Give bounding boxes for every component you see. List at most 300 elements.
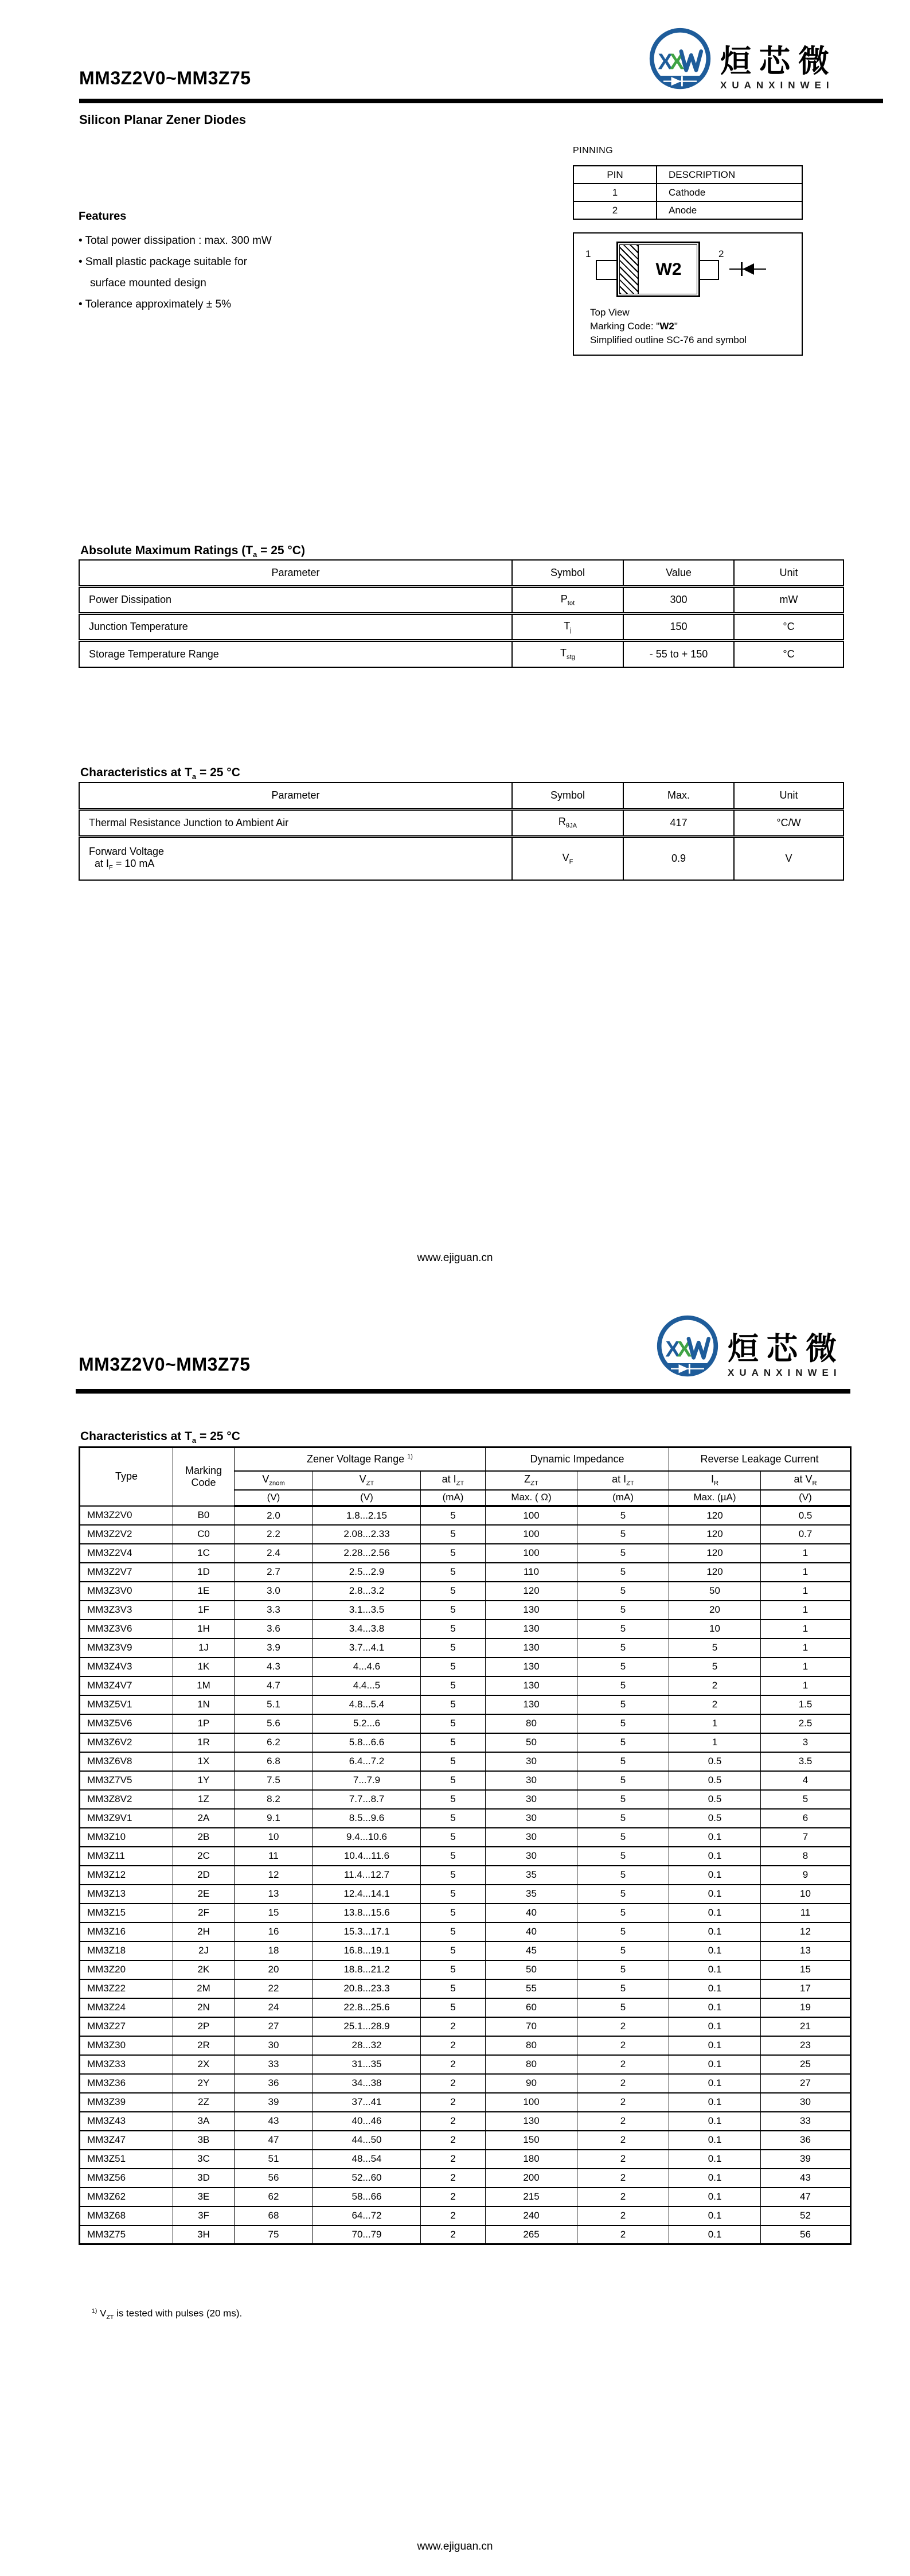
table-cell: 47: [761, 2188, 851, 2207]
table-cell: MM3Z7V5: [80, 1771, 173, 1790]
unit-cell: °C/W: [734, 809, 843, 836]
table-cell: 130: [486, 1601, 577, 1620]
zener-table-row: [80, 1941, 851, 1960]
table-cell: MM3Z20: [80, 1960, 173, 1979]
table-cell: 5: [577, 1657, 669, 1676]
unit-cell: (mA): [421, 1490, 486, 1506]
table-cell: 15: [761, 1960, 851, 1979]
table-cell: 2.0: [235, 1506, 313, 1525]
table-cell: 64...72: [313, 2207, 421, 2225]
table-cell: 1: [761, 1601, 851, 1620]
table-cell: 2D: [173, 1866, 235, 1885]
table-cell: 0.5: [669, 1752, 761, 1771]
table-cell: 18: [235, 1941, 313, 1960]
col-header-type: Type: [80, 1447, 173, 1506]
value-cell: 150: [623, 613, 734, 640]
table-cell: 1K: [173, 1657, 235, 1676]
unit-cell: (V): [313, 1490, 421, 1506]
table-cell: MM3Z8V2: [80, 1790, 173, 1809]
zener-table-row: [80, 1998, 851, 2017]
table-cell: 11.4...12.7: [313, 1866, 421, 1885]
feature-item: • Small plastic package suitable for: [79, 256, 247, 268]
caption-outline: Simplified outline SC-76 and symbol: [590, 334, 747, 345]
unit-cell: (V): [235, 1490, 313, 1506]
table-cell: 0.1: [669, 1960, 761, 1979]
col-header-symbol: Symbol: [512, 783, 623, 809]
table-cell: 70: [486, 2017, 577, 2036]
table-cell: 55: [486, 1979, 577, 1998]
zener-table-row: [80, 1752, 851, 1771]
table-cell: 5: [577, 1809, 669, 1828]
zener-table-row: [80, 1904, 851, 1923]
table-cell: 2J: [173, 1941, 235, 1960]
table-cell: 5: [421, 1714, 486, 1733]
table-cell: 2.2: [235, 1525, 313, 1544]
param-cell: Junction Temperature: [79, 613, 512, 640]
table-cell: 75: [235, 2225, 313, 2244]
table-cell: 0.1: [669, 2036, 761, 2055]
table-cell: 12: [235, 1866, 313, 1885]
table-cell: 1F: [173, 1601, 235, 1620]
zener-table-row: [80, 1733, 851, 1752]
table-cell: 18.8...21.2: [313, 1960, 421, 1979]
table-cell: 2: [421, 2074, 486, 2093]
table-cell: 80: [486, 2055, 577, 2074]
table-cell: 130: [486, 1695, 577, 1714]
table-cell: 5: [421, 1828, 486, 1847]
table-cell: 6.4...7.2: [313, 1752, 421, 1771]
zener-table-row: [80, 2112, 851, 2131]
zener-table-row: [80, 1828, 851, 1847]
table-cell: 2.8...3.2: [313, 1582, 421, 1601]
symbol-cell: $R_{\theta JA}$: [512, 809, 623, 836]
characteristics-table-p1: [79, 782, 844, 881]
table-cell: 7: [761, 1828, 851, 1847]
caption-marking-code: Marking Code: "W2": [590, 321, 678, 332]
table-cell: 0.1: [669, 1847, 761, 1866]
zener-table-row: [80, 1923, 851, 1941]
col-header-vzt: $V_{ZT}$: [313, 1471, 421, 1490]
svg-text:X: X: [658, 49, 673, 75]
table-cell: 23: [761, 2036, 851, 2055]
col-header-unit: Unit: [734, 560, 843, 586]
table-cell: 5: [577, 1866, 669, 1885]
zener-table-row: [80, 1601, 851, 1620]
zener-table-row: [80, 1582, 851, 1601]
zener-table-row: [80, 2225, 851, 2244]
table-cell: MM3Z24: [80, 1998, 173, 2017]
table-cell: 1: [573, 184, 657, 201]
col-header-value: Value: [623, 560, 734, 586]
table-cell: 20: [669, 1601, 761, 1620]
table-cell: 0.1: [669, 2112, 761, 2131]
table-cell: 0.1: [669, 1828, 761, 1847]
table-cell: 43: [761, 2169, 851, 2188]
table-cell: 130: [486, 1657, 577, 1676]
page-title: MM3Z2V0~MM3Z75: [79, 68, 251, 88]
table-cell: 2.5...2.9: [313, 1563, 421, 1582]
table-cell: MM3Z43: [80, 2112, 173, 2131]
zener-table-row: [80, 1563, 851, 1582]
table-group-header-row: [80, 1447, 851, 1471]
col-header-symbol: Symbol: [512, 560, 623, 586]
package-outline-box: [573, 232, 803, 356]
logo-text: [720, 26, 837, 91]
value-cell: 300: [623, 586, 734, 613]
table-cell: MM3Z47: [80, 2131, 173, 2150]
table-cell: 5: [577, 1695, 669, 1714]
table-cell: 30: [486, 1828, 577, 1847]
table-cell: 5: [421, 1639, 486, 1657]
table-cell: 2: [421, 2150, 486, 2169]
package-lead-left: [596, 260, 618, 280]
table-cell: 5: [421, 1544, 486, 1563]
table-cell: 3F: [173, 2207, 235, 2225]
table-cell: 2.08...2.33: [313, 1525, 421, 1544]
table-cell: 5: [421, 1866, 486, 1885]
table-cell: 16: [235, 1923, 313, 1941]
table-cell: 180: [486, 2150, 577, 2169]
table-cell: 31...35: [313, 2055, 421, 2074]
unit-cell: (mA): [577, 1490, 669, 1506]
table-cell: 2.4: [235, 1544, 313, 1563]
table-cell: 4: [761, 1771, 851, 1790]
table-cell: 2B: [173, 1828, 235, 1847]
page-subtitle: Silicon Planar Zener Diodes: [79, 112, 246, 127]
table-cell: 5: [421, 1998, 486, 2017]
unit-cell: (V): [761, 1490, 851, 1506]
table-cell: 5: [577, 1847, 669, 1866]
table-cell: 5: [421, 1733, 486, 1752]
table-cell: 1X: [173, 1752, 235, 1771]
table-cell: 2: [577, 2112, 669, 2131]
table-cell: 2.5: [761, 1714, 851, 1733]
table-cell: MM3Z51: [80, 2150, 173, 2169]
table-cell: C0: [173, 1525, 235, 1544]
table-cell: 2: [577, 2036, 669, 2055]
table-cell: 2: [421, 2131, 486, 2150]
table-cell: MM3Z13: [80, 1885, 173, 1904]
table-cell: 5: [421, 1809, 486, 1828]
table-cell: 70...79: [313, 2225, 421, 2244]
zener-table-row: [80, 1525, 851, 1544]
table-cell: 1.5: [761, 1695, 851, 1714]
table-cell: 2: [669, 1676, 761, 1695]
symbol-cell: $T_{stg}$: [512, 640, 623, 667]
col-header-vznom: $V_{znom}$: [235, 1471, 313, 1490]
table-cell: 5: [577, 1676, 669, 1695]
table-cell: 30: [486, 1752, 577, 1771]
table-cell: 2: [577, 2074, 669, 2093]
table-cell: 7...7.9: [313, 1771, 421, 1790]
table-cell: 5: [761, 1790, 851, 1809]
table-cell: MM3Z5V1: [80, 1695, 173, 1714]
pinning-table: [573, 165, 803, 220]
table-cell: 58...66: [313, 2188, 421, 2207]
unit-cell: mW: [734, 586, 843, 613]
table-cell: 3.4...3.8: [313, 1620, 421, 1639]
table-cell: MM3Z27: [80, 2017, 173, 2036]
zener-table-row: [80, 1544, 851, 1563]
table-cell: 5: [577, 1828, 669, 1847]
table-cell: 7.7...8.7: [313, 1790, 421, 1809]
col-header-ir: $I_R$: [669, 1471, 761, 1490]
table-cell: 2: [669, 1695, 761, 1714]
table-header-row: [79, 560, 843, 586]
table-cell: 25: [761, 2055, 851, 2074]
table-cell: MM3Z6V8: [80, 1752, 173, 1771]
table-cell: 100: [486, 1544, 577, 1563]
table-cell: 5: [577, 1563, 669, 1582]
table-cell: 30: [235, 2036, 313, 2055]
table-row: [79, 809, 843, 836]
table-cell: 56: [235, 2169, 313, 2188]
table-cell: MM3Z30: [80, 2036, 173, 2055]
zener-table-row: [80, 2074, 851, 2093]
table-cell: 1: [761, 1639, 851, 1657]
table-cell: 1H: [173, 1620, 235, 1639]
table-cell: 5: [421, 1790, 486, 1809]
table-cell: 2.28...2.56: [313, 1544, 421, 1563]
feature-item: • Tolerance approximately ± 5%: [79, 298, 231, 310]
table-cell: MM3Z11: [80, 1847, 173, 1866]
table-cell: 2: [421, 2036, 486, 2055]
table-cell: 0.1: [669, 1904, 761, 1923]
table-cell: 3H: [173, 2225, 235, 2244]
zener-table-row: [80, 1866, 851, 1885]
package-body: [616, 242, 700, 297]
max-cell: 417: [623, 809, 734, 836]
table-cell: 2: [421, 2055, 486, 2074]
table-cell: 2M: [173, 1979, 235, 1998]
table-cell: 3.1...3.5: [313, 1601, 421, 1620]
zener-table-row: [80, 2093, 851, 2112]
table-cell: MM3Z4V7: [80, 1676, 173, 1695]
table-cell: 3: [761, 1733, 851, 1752]
table-cell: 5: [577, 1620, 669, 1639]
table-cell: 5: [421, 1941, 486, 1960]
table-cell: 2: [421, 2188, 486, 2207]
col-header-at-vr: at $V_R$: [761, 1471, 851, 1490]
table-cell: MM3Z62: [80, 2188, 173, 2207]
zener-table-row: [80, 1790, 851, 1809]
zener-table-row: [80, 1676, 851, 1695]
table-cell: 48...54: [313, 2150, 421, 2169]
zener-table-row: [80, 1809, 851, 1828]
table-cell: 2: [577, 2093, 669, 2112]
table-cell: 33: [761, 2112, 851, 2131]
table-cell: 35: [486, 1885, 577, 1904]
table-cell: 22: [235, 1979, 313, 1998]
amr-table: [79, 559, 844, 668]
unit-cell: °C: [734, 613, 843, 640]
table-cell: MM3Z3V9: [80, 1639, 173, 1657]
table-cell: B0: [173, 1506, 235, 1525]
zener-table-row: [80, 1657, 851, 1676]
table-cell: 5: [577, 1941, 669, 1960]
table-cell: 5.2...6: [313, 1714, 421, 1733]
logo-latin-name: XUANXINWEI: [728, 1367, 842, 1378]
table-cell: 5: [421, 1601, 486, 1620]
table-cell: 200: [486, 2169, 577, 2188]
table-cell: 3A: [173, 2112, 235, 2131]
table-cell: 0.1: [669, 2055, 761, 2074]
table-cell: 11: [235, 1847, 313, 1866]
feature-item: • Total power dissipation : max. 300 mW: [79, 235, 272, 247]
char2-heading: Characteristics at $T_a = 25$ °C: [80, 1430, 240, 1445]
table-cell: 24: [235, 1998, 313, 2017]
table-cell: 0.1: [669, 1923, 761, 1941]
table-cell: 20.8...23.3: [313, 1979, 421, 1998]
footer-url: www.ejiguan.cn: [417, 1252, 493, 1264]
table-cell: 21: [761, 2017, 851, 2036]
company-logo: [647, 26, 837, 93]
table-cell: 40: [486, 1923, 577, 1941]
zener-table-row: [80, 2169, 851, 2188]
table-cell: 9.4...10.6: [313, 1828, 421, 1847]
table-cell: 240: [486, 2207, 577, 2225]
table-cell: 15.3...17.1: [313, 1923, 421, 1941]
table-cell: 10: [235, 1828, 313, 1847]
symbol-cell: $P_{tot}$: [512, 586, 623, 613]
table-cell: 13: [761, 1941, 851, 1960]
table-cell: 39: [761, 2150, 851, 2169]
table-cell: 1Z: [173, 1790, 235, 1809]
table-cell: 13: [235, 1885, 313, 1904]
unit-cell: V: [734, 836, 843, 880]
table-cell: 5: [421, 1525, 486, 1544]
table-cell: 1: [669, 1733, 761, 1752]
table-cell: 2: [577, 2017, 669, 2036]
col-header-description: DESCRIPTION: [657, 166, 802, 184]
table-cell: 5: [577, 1790, 669, 1809]
table-cell: 265: [486, 2225, 577, 2244]
table-cell: 5: [577, 1506, 669, 1525]
zener-table-row: [80, 1506, 851, 1525]
table-cell: 150: [486, 2131, 577, 2150]
table-cell: 19: [761, 1998, 851, 2017]
table-cell: 2A: [173, 1809, 235, 1828]
zener-characteristics-table: [79, 1446, 852, 2245]
table-cell: 10: [761, 1885, 851, 1904]
company-logo: [654, 1314, 845, 1380]
table-cell: 30: [486, 1847, 577, 1866]
param-cell: Forward Voltage at $I_F = 10$ mA: [79, 836, 512, 880]
table-cell: 0.1: [669, 2207, 761, 2225]
table-cell: 6.8: [235, 1752, 313, 1771]
table-cell: MM3Z10: [80, 1828, 173, 1847]
table-cell: 15: [235, 1904, 313, 1923]
logo-chinese-name: 烜芯微: [720, 44, 837, 79]
max-cell: 0.9: [623, 836, 734, 880]
table-cell: MM3Z33: [80, 2055, 173, 2074]
table-cell: 0.5: [761, 1506, 851, 1525]
cathode-hatch-band: [620, 245, 639, 294]
table-cell: 130: [486, 2112, 577, 2131]
table-cell: 1C: [173, 1544, 235, 1563]
zener-table-row: [80, 2131, 851, 2150]
table-cell: 30: [486, 1790, 577, 1809]
table-cell: Anode: [657, 201, 802, 219]
char1-heading: Characteristics at $T_a = 25$ °C: [80, 766, 240, 781]
table-cell: 0.1: [669, 2150, 761, 2169]
table-cell: 2: [577, 2207, 669, 2225]
table-cell: 5: [421, 1695, 486, 1714]
features-list: [79, 230, 272, 315]
table-cell: 52...60: [313, 2169, 421, 2188]
table-cell: 0.1: [669, 2169, 761, 2188]
table-header-row: [573, 166, 802, 184]
pin-row: [573, 184, 802, 201]
table-cell: 43: [235, 2112, 313, 2131]
zener-table-row: [80, 2036, 851, 2055]
table-cell: 1: [761, 1676, 851, 1695]
table-cell: 120: [669, 1544, 761, 1563]
table-cell: 80: [486, 2036, 577, 2055]
table-cell: 5: [577, 1923, 669, 1941]
zener-table-row: [80, 1620, 851, 1639]
table-cell: 34...38: [313, 2074, 421, 2093]
table-cell: 1J: [173, 1639, 235, 1657]
table-cell: 2: [577, 2188, 669, 2207]
table-cell: 5: [421, 1960, 486, 1979]
table-row: [79, 613, 843, 640]
table-cell: 0.1: [669, 1979, 761, 1998]
zener-table-row: [80, 2150, 851, 2169]
table-cell: 10.4...11.6: [313, 1847, 421, 1866]
table-cell: 130: [486, 1676, 577, 1695]
diode-symbol-icon: [729, 262, 766, 277]
table-cell: 1E: [173, 1582, 235, 1601]
table-cell: 2: [577, 2150, 669, 2169]
divider-rule: [76, 1389, 850, 1394]
features-section: [79, 210, 272, 315]
table-cell: 2: [421, 2093, 486, 2112]
divider-rule: [79, 99, 883, 103]
table-cell: 25.1...28.9: [313, 2017, 421, 2036]
table-cell: MM3Z18: [80, 1941, 173, 1960]
table-cell: 2: [577, 2169, 669, 2188]
table-cell: MM3Z3V0: [80, 1582, 173, 1601]
table-cell: 62: [235, 2188, 313, 2207]
table-cell: MM3Z16: [80, 1923, 173, 1941]
amr-heading: Absolute Maximum Ratings ($T_a = 25$ °C): [80, 544, 305, 559]
table-cell: 5: [421, 1885, 486, 1904]
logo-latin-name: XUANXINWEI: [720, 80, 834, 91]
table-cell: 5: [577, 1752, 669, 1771]
marking-code-label: W2: [655, 259, 682, 279]
table-cell: 5: [577, 1525, 669, 1544]
table-cell: 110: [486, 1563, 577, 1582]
package-lead-right: [698, 260, 719, 280]
zener-table-row: [80, 1847, 851, 1866]
table-cell: 5: [577, 1998, 669, 2017]
table-cell: 0.1: [669, 2074, 761, 2093]
svg-text:X: X: [677, 1337, 692, 1362]
zener-table-row: [80, 1714, 851, 1733]
table-cell: 68: [235, 2207, 313, 2225]
table-cell: 30: [486, 1771, 577, 1790]
col-header-max: Max.: [623, 783, 734, 809]
table-cell: 56: [761, 2225, 851, 2244]
table-cell: MM3Z15: [80, 1904, 173, 1923]
table-header-row: [79, 783, 843, 809]
table-cell: 9: [761, 1866, 851, 1885]
table-cell: 120: [669, 1563, 761, 1582]
table-cell: MM3Z36: [80, 2074, 173, 2093]
unit-cell: Max. (µA): [669, 1490, 761, 1506]
table-cell: 120: [669, 1506, 761, 1525]
